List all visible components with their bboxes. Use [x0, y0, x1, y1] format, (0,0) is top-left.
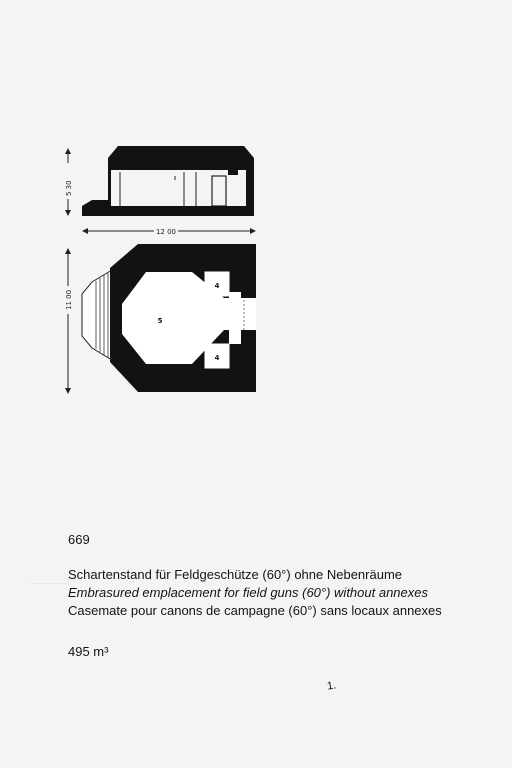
- caption-block: [68, 566, 442, 620]
- room-4-upper-passage: [229, 292, 241, 298]
- height-dimension-label: 5 30: [65, 180, 73, 196]
- bleed-through-text: ―――: [30, 575, 69, 590]
- title-french: Casemate pour canons de campagne (60°) sans locaux annexes: [68, 603, 442, 618]
- wall-left: [108, 170, 111, 207]
- arrow-up-icon: [65, 148, 71, 154]
- roof-step: [228, 170, 238, 175]
- arrow-down-icon: [65, 210, 71, 216]
- catalog-number: 669: [68, 532, 90, 547]
- title-german: Schartenstand für Feldgeschütze (60°) ohne Nebenräume: [68, 567, 403, 582]
- floor-slab: [82, 200, 254, 216]
- room-4-upper-label: 4: [214, 282, 220, 290]
- plan-view: [63, 244, 256, 394]
- arrow-left-icon: [82, 228, 88, 234]
- embrasure-apron: [82, 270, 112, 360]
- room-4-lower-label: 4: [214, 354, 220, 362]
- arrow-down-icon: [65, 388, 71, 394]
- wall-right: [246, 170, 254, 207]
- volume-value: 495 m³: [68, 644, 109, 659]
- entrance-corridor: [224, 298, 256, 330]
- arrow-right-icon: [250, 228, 256, 234]
- roof-slab: [108, 146, 254, 170]
- handwritten-page-mark: 1.: [326, 679, 337, 693]
- depth-dimension-label: 11 00: [65, 289, 73, 310]
- arrow-up-icon: [65, 248, 71, 254]
- embrasure-opening: [212, 176, 226, 206]
- room-4-lower-passage: [229, 330, 241, 344]
- width-dimension-label: 12 00: [155, 228, 177, 236]
- room-5-label: 5: [157, 317, 163, 325]
- title-english: Embrasured emplacement for field guns (60°) without annexes: [68, 585, 428, 600]
- elevation-view: [63, 146, 256, 236]
